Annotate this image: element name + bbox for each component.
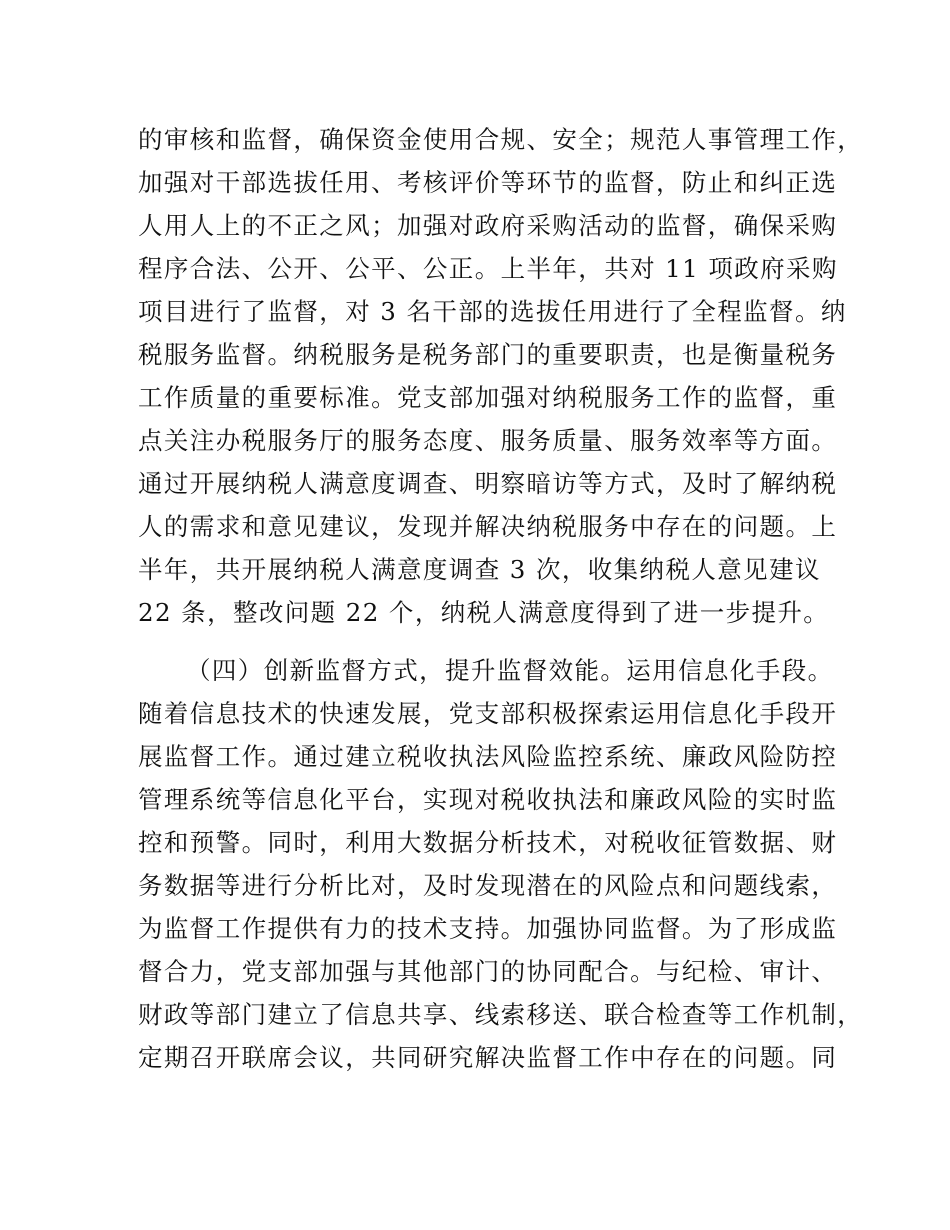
paragraph-continuation — [138, 118, 864, 634]
text-line: 督合力，党支部加强与其他部门的协同配合。与纪检、审计、 — [138, 957, 838, 986]
text-line: 展监督工作。通过建立税收执法风险监控系统、廉政风险防控 — [138, 742, 838, 771]
text-line: 22 条，整改问题 22 个，纳税人满意度得到了进一步提升。 — [138, 598, 830, 627]
section-heading-line: （四）创新监督方式，提升监督效能。运用信息化手段。 — [186, 656, 834, 685]
text-line: 项目进行了监督，对 3 名干部的选拔任用进行了全程监督。纳 — [138, 297, 847, 326]
paragraph-section-four — [138, 649, 864, 1079]
text-line: 为监督工作提供有力的技术支持。加强协同监督。为了形成监 — [138, 914, 838, 943]
text-line: 税服务监督。纳税服务是税务部门的重要职责，也是衡量税务 — [138, 340, 838, 369]
text-line: 半年，共开展纳税人满意度调查 3 次，收集纳税人意见建议 — [138, 555, 821, 584]
text-line: 的审核和监督，确保资金使用合规、安全；规范人事管理工作， — [138, 125, 864, 154]
paragraph-spacer — [138, 634, 828, 649]
text-line: 通过开展纳税人满意度调查、明察暗访等方式，及时了解纳税 — [138, 469, 838, 498]
text-line: 人的需求和意见建议，发现并解决纳税服务中存在的问题。上 — [138, 512, 838, 541]
text-line: 控和预警。同时，利用大数据分析技术，对税收征管数据、财 — [138, 828, 838, 857]
text-line: 程序合法、公开、公平、公正。上半年，共对 11 项政府采购 — [138, 254, 838, 283]
text-line: 点关注办税服务厅的服务态度、服务质量、服务效率等方面。 — [138, 426, 838, 455]
document-body — [138, 118, 864, 1079]
text-line: 人用人上的不正之风；加强对政府采购活动的监督，确保采购 — [138, 211, 838, 240]
text-line: 随着信息技术的快速发展，党支部积极探索运用信息化手段开 — [138, 699, 838, 728]
text-line: 工作质量的重要标准。党支部加强对纳税服务工作的监督，重 — [138, 383, 838, 412]
text-line: 务数据等进行分析比对，及时发现潜在的风险点和问题线索， — [138, 871, 838, 900]
text-line: 财政等部门建立了信息共享、线索移送、联合检查等工作机制， — [138, 1000, 864, 1029]
text-line: 定期召开联席会议，共同研究解决监督工作中存在的问题。同 — [138, 1043, 838, 1072]
text-line: 加强对干部选拔任用、考核评价等环节的监督，防止和纠正选 — [138, 168, 838, 197]
text-line: 管理系统等信息化平台，实现对税收执法和廉政风险的实时监 — [138, 785, 838, 814]
